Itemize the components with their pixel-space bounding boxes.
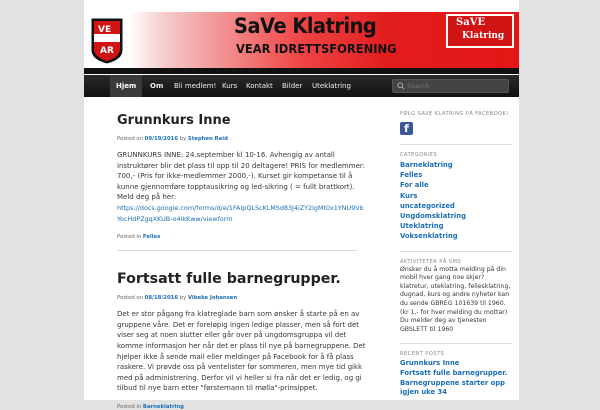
post-meta (117, 295, 367, 301)
nav-item-kurs[interactable]: Kurs (222, 82, 238, 90)
facebook-icon[interactable]: f (400, 122, 413, 135)
post-form-link[interactable]: https://docs.google.com/forms/d/e/1FAIpQLScKLMSd83J4iZY2igMt0x1YNU9VbYocHdPZgqXKUB-o4lkKww/viewform (117, 203, 364, 223)
page (84, 0, 519, 410)
widget-divider (400, 144, 512, 145)
svg-text:AR: AR (100, 46, 114, 56)
sidebar (400, 110, 512, 398)
site-subtitle: VEAR IDRETTSFORENING (236, 41, 397, 56)
category-link[interactable]: Voksenklatring (400, 232, 458, 241)
post-category-link[interactable]: Felles (142, 234, 161, 241)
post-footer-prefix: Posted in (117, 403, 143, 410)
post-footer (117, 404, 367, 410)
category-link[interactable]: Kurs (400, 191, 418, 200)
post-title[interactable]: Fortsatt fulle barnegrupper. (117, 271, 341, 288)
vear-logo-icon (89, 16, 125, 66)
site-title: SaVe Klatring (234, 14, 377, 38)
nav-item-om[interactable]: Om (150, 82, 164, 90)
search-icon (397, 82, 405, 90)
svg-text:VE: VE (98, 25, 112, 35)
category-link[interactable]: Uteklatring (400, 222, 444, 231)
post-date-link[interactable]: 08/18/2016 (144, 295, 179, 302)
widget-divider (400, 251, 512, 252)
nav-item-uteklatring[interactable]: Uteklatring (312, 82, 351, 90)
post-footer (117, 234, 367, 240)
post-meta (117, 136, 367, 142)
post-category-link[interactable]: Barneklatring (142, 403, 184, 410)
recent-post-link[interactable]: Barnegruppene starter opp igjen uke 34 (400, 378, 505, 397)
search-box[interactable] (392, 79, 509, 93)
banner-stripe (84, 68, 519, 74)
header-banner[interactable] (84, 12, 519, 74)
facebook-widget-title: FØLG SAVE KLATRING PÅ FACEBOOK! (400, 111, 509, 117)
category-link[interactable]: Ungdomsklatring (400, 212, 466, 221)
badge-line1: SaVE (456, 17, 486, 28)
main-content (117, 113, 367, 410)
post-divider (117, 250, 357, 251)
category-link[interactable]: Barneklatring (400, 161, 453, 169)
post-title[interactable]: Grunnkurs Inne (117, 113, 231, 128)
recent-posts-title: RECENT POSTS (400, 351, 445, 358)
post-body: Det er stor pågang fra klatreglade barn som ønsker å starte på en av gruppene våre. Det er foreløpig ingen ledige plasser, men så fort det viser seg at noen slutter eller går over på ungdomsgruppa vil det komme informasjon her når det er plass til nye på barnegruppene. Det hjelper ikke å sende mail eller meldinger på Facebook for å få plass raskere. Vi prøvde oss på ventelister før sommeren, men mye tid gikk med på administrering. Derfor vil vi heller si fra når det er ledig, og gi tilbud til nye barn etter "førstemann til mølla"-prinsippet. (117, 310, 366, 393)
post-author-link[interactable]: Stephen Reid (187, 136, 228, 142)
post-meta-by: by (178, 295, 188, 302)
sms-widget-title: AKTIVITETER PÅ SMS (400, 258, 462, 265)
badge-line2: Klatring (462, 31, 505, 41)
nav-item-kontakt[interactable]: Kontakt (246, 82, 273, 90)
category-link[interactable]: For alle (400, 181, 429, 190)
categories-title: CATEGORIES (400, 152, 438, 158)
post (117, 113, 367, 251)
post-meta-by: by (178, 136, 188, 142)
post (117, 271, 367, 410)
category-link[interactable]: uncategorized (400, 201, 455, 210)
main-nav (84, 75, 519, 97)
recent-posts-list (400, 359, 512, 397)
widget-divider (400, 343, 512, 344)
post-footer-prefix: Posted in (117, 234, 143, 241)
search-input[interactable] (407, 80, 507, 92)
sms-widget-text: Ønsker du å motta melding på din mobil hver gang noe skjer? klatretur, uteklatring, fellesklatring, dugnad, kurs og andre nyheter kan du sende GBREG 101639 til 1960. (kr 1,- for hver melding du mottar) Du melder deg av tjenesten GBSLETT til 1960 (400, 265, 511, 333)
post-meta-prefix: Posted on (117, 295, 145, 302)
post-body (117, 150, 367, 224)
post-date-link[interactable]: 09/19/2016 (144, 136, 179, 142)
header-badge (446, 14, 514, 48)
recent-post-link[interactable]: Grunnkurs Inne (400, 359, 460, 368)
categories-list (400, 160, 512, 242)
nav-item-bilder[interactable]: Bilder (282, 82, 303, 90)
post-meta-prefix: Posted on (117, 136, 145, 142)
nav-item-hjem[interactable]: Hjem (110, 75, 142, 97)
category-link[interactable]: Felles (400, 171, 423, 180)
post-body-text: GRUNNKURS INNE: 24.september kl 10-16. Avhengig av antall instruktører blir det plass til opp til 20 deltagere! PRIS for medlemmer: 700,- (Pris for ikke-medlemmer 2000,-). Kurset gir kompetanse til å kunne gjennomføre topptausikring og led-sikring ( = fullt brattkort). Meld deg på her: (117, 151, 365, 202)
post-author-link[interactable]: Vibeke Johansen (187, 295, 238, 302)
nav-item-bli-medlem[interactable]: Bli medlem! (174, 82, 217, 90)
recent-post-link[interactable]: Fortsatt fulle barnegrupper. (400, 368, 508, 377)
